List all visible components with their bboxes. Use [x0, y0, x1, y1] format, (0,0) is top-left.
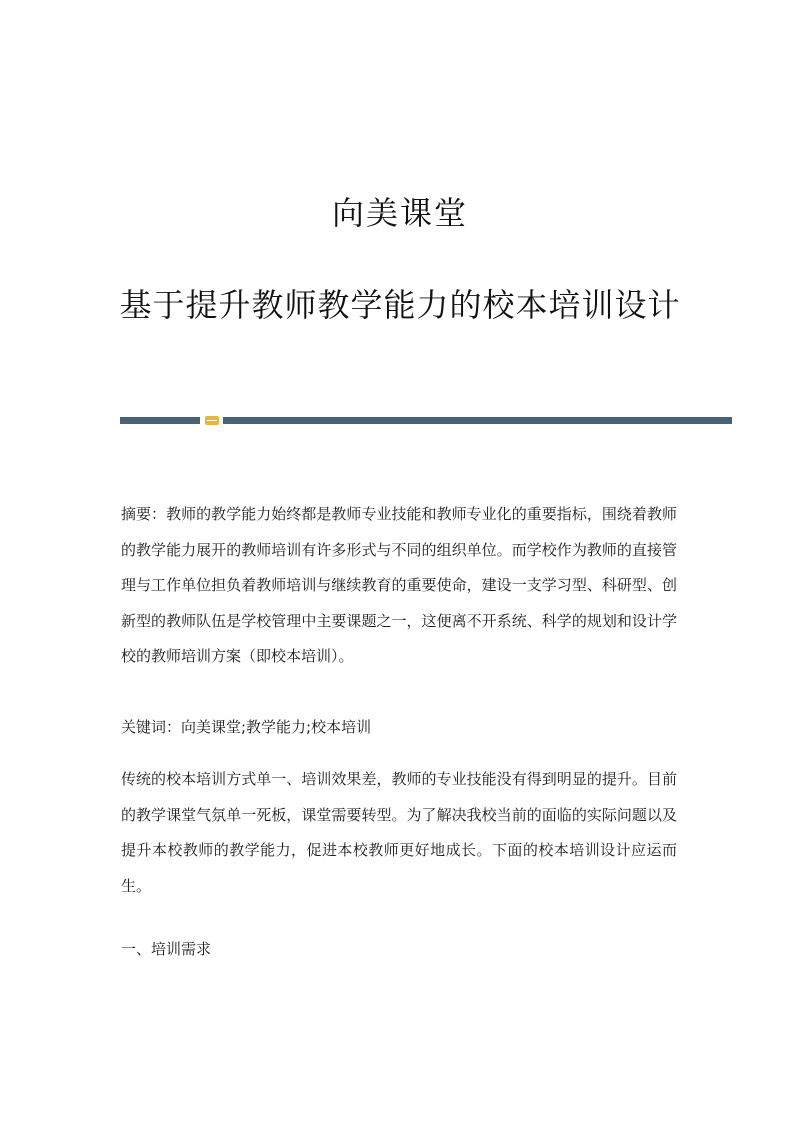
body-paragraph: 传统的校本培训方式单一、培训效果差，教师的专业技能没有得到明显的提升。目前的教学课堂气氛单一死板，课堂需要转型。为了解决我校当前的面临的实际问题以及提升本校教师的教学能力，促进本校教师更好地成长。下面的校本培训设计应运而生。: [121, 770, 677, 895]
section-heading: 一、培训需求: [121, 940, 212, 958]
document-subtitle: 基于提升教师教学能力的校本培训设计: [119, 286, 681, 324]
title-divider: [120, 416, 732, 424]
abstract-paragraph: 摘要：教师的教学能力始终都是教师专业技能和教师专业化的重要指标，围绕着教师的教学能力展开的教师培训有许多形式与不同的组织单位。而学校作为教师的直接管理与工作单位担负着教师培训与继续教育的重要使命，建设一支学习型、科研型、创新型的教师队伍是学校管理中主要课题之一，这便离不开系统、科学的规划和设计学校的教师培训方案（即校本培训）。: [121, 505, 677, 665]
document-title: 向美课堂: [331, 194, 468, 232]
divider-ornament-icon: [205, 416, 219, 425]
divider-bar-right: [223, 417, 732, 424]
keywords-line: 关键词：向美课堂;教学能力;校本培训: [121, 718, 372, 736]
divider-bar-left: [120, 417, 200, 424]
